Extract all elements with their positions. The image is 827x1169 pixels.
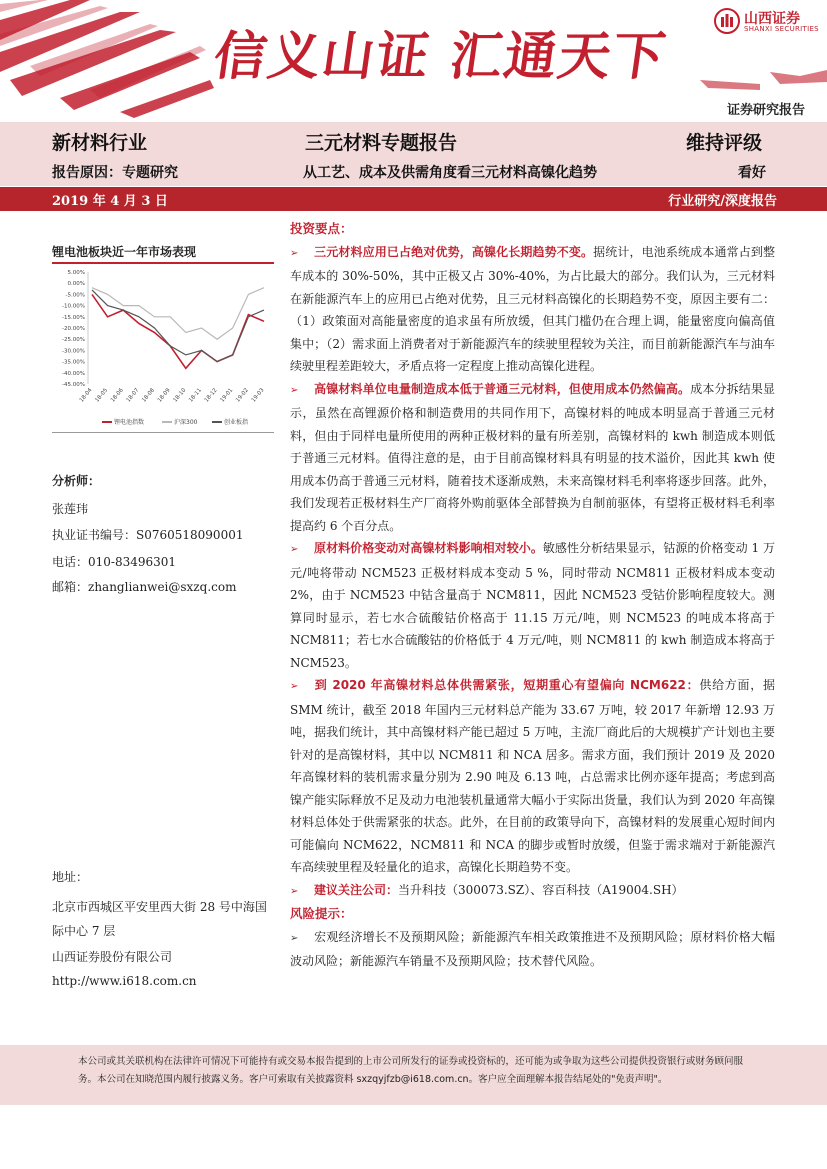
report-title: 三元材料专题报告: [305, 132, 458, 154]
chart-title-rule: [52, 262, 274, 264]
y-tick-label: -20.00%: [62, 326, 85, 332]
industry-name: 新材料行业: [52, 132, 148, 154]
series-line-2: [92, 290, 264, 362]
point-5-text: 当升科技（300073.SZ）、容百科技（A19004.SH）: [398, 882, 684, 897]
bullet-arrow-icon: ➢: [290, 885, 299, 897]
x-tick-label: 18-10: [172, 387, 188, 404]
x-tick-label: 18-07: [125, 387, 141, 404]
risk-point: [290, 926, 775, 973]
x-tick-label: 19-02: [235, 387, 250, 404]
x-tick-label: 18-11: [188, 387, 203, 404]
series-line-1: [92, 288, 264, 340]
rating-label: 维持评级: [686, 132, 763, 154]
y-tick-label: -15.00%: [62, 314, 85, 321]
y-tick-label: -5.00%: [65, 292, 85, 299]
company-logo-icon: [714, 8, 740, 34]
bullet-arrow-icon: ➢: [290, 247, 299, 259]
x-tick-label: 18-06: [109, 387, 125, 404]
x-tick-label: 18-04: [78, 387, 94, 404]
y-tick-label: 0.00%: [67, 281, 85, 288]
y-tick-label: -40.00%: [62, 370, 85, 377]
point-4-lead: 到 2020 年高镍材料总体供需紧张，短期重心有望偏向 NCM622：: [314, 678, 700, 692]
disclaimer: 本公司或其关联机构在法律许可情况下可能持有或交易本报告提到的上市公司所发行的证券或投资标的，还可能为或争取为这些公司提供投资银行或财务顾问服务。本公司在知晓范围内履行披露义务。客户可索取有关披露资料 sxzqyjfzb@i618.com.cn。客户应全面理解本报告结尾处的"免责声明"。: [78, 1056, 744, 1085]
analyst-cert-number: 执业证书编号：S0760518090001: [52, 528, 244, 542]
y-tick-label: -10.00%: [62, 303, 85, 310]
company-logo-name: 山西证券: [744, 11, 800, 27]
point-3-text: 敏感性分析结果显示，钴源的价格变动 1 万元/吨将带动 NCM523 正极材料成本变动 5 %，同时带动 NCM811 正极材料成本变动 2%，由于 NCM523 中钴含量高于 NCM811，因此 NCM523 受钴价影响程度较大。测算同时显示，若七水合硫酸钴价格高于 11.15 万元/吨，则 NCM523 的吨成本将高于 NCM811；若七水合硫酸钴的价格低于 4 万元/吨，则 NCM811 的 kwh 制造成本将高于 NCM523。: [290, 541, 775, 670]
legend-label: 锂电池指数: [114, 419, 145, 426]
y-tick-label: -25.00%: [62, 337, 85, 344]
x-tick-label: 18-08: [141, 387, 157, 404]
address-line-1: 北京市西城区平安里西大街 28 号中海国: [52, 900, 267, 914]
point-2: [290, 378, 775, 538]
address-label: 地址：: [52, 870, 89, 884]
legend-label: 创业板指: [224, 419, 249, 426]
company-name: 山西证券股份有限公司: [52, 950, 173, 964]
point-1-text: 据统计，电池系统成本通常占到整车成本的 30%-50%，其中正极又占 30%-40%，为占比最大的部分。我们认为，三元材料在新能源汽车上的应用已占绝对优势，且三元材料高镍化的长期趋势不变，原因主要有二：（1）政策面对高能量密度的追求虽有所放缓，但其门槛仍在合理上调，能量密度向偏高值集中；（2）需求面上消费者对于新能源汽车的续驶里程较为关注，而目前新能源汽车与油车续驶里程差距较大，矛盾点将一定程度上推动高镍化进程。: [290, 244, 775, 373]
y-tick-label: -35.00%: [62, 359, 85, 366]
report-date: 2019 年 4 月 3 日: [52, 194, 168, 209]
y-tick-label: 5.00%: [67, 270, 85, 276]
point-4-text: 供给方面，据 SMM 统计，截至 2018 年国内三元材料总产能为 33.67 万吨，较 2017 年新增 12.93 万吨，据我们统计，其中高镍材料产能已超过 5 万吨，主流厂商此后的大规模扩产计划也主要针对的是高镍材料，其中以 NCM811 和 NCA 居多。需求方面，我们预计 2019 及 2020 年高镍材料的装机需求量分别为 2.90 吨及 6.13 吨，占总需求比例亦逐年提高；考虑到高镍产能实际释放不足及动力电池装机量通常大幅小于实际出货量，我们认为到 2020 年高镍材料总体处于供需紧张的状态。此外，在目前的政策导向下，高镍材料的发展重心短时间内可能偏向 NCM622，NCM811 和 NCA 的脚步或暂时放缓，但鉴于需求端对于新能源汽车高续驶里程及轻量化的追求，高镍化长期趋势不变。: [290, 678, 775, 874]
x-tick-label: 18-05: [94, 387, 110, 404]
report-subtitle: 从工艺、成本及供需角度看三元材料高镍化趋势: [303, 165, 597, 181]
point-1: [290, 241, 775, 378]
analyst-name: 张莲玮: [52, 502, 89, 516]
report-series: 证券研究报告: [726, 103, 805, 118]
risk-text: 宏观经济增长不及预期风险；新能源汽车相关政策推进不及预期风险；原材料价格大幅波动风险；新能源汽车销量不及预期风险；技术替代风险。: [290, 929, 775, 968]
point-3: [290, 537, 775, 674]
chart-title: 锂电池板块近一年市场表现: [52, 245, 197, 259]
analyst-label: 分析师：: [52, 474, 101, 488]
point-5: [290, 879, 775, 904]
x-tick-label: 19-03: [250, 387, 266, 404]
risk-heading: 风险提示：: [290, 906, 353, 921]
address-line-2: 际中心 7 层: [52, 924, 116, 938]
point-2-lead: 高镍材料单位电量制造成本低于普通三元材料，但使用成本仍然偏高。: [314, 381, 691, 396]
x-tick-label: 19-01: [219, 387, 235, 404]
x-tick-label: 18-09: [156, 387, 172, 404]
point-5-lead: 建议关注公司：: [314, 882, 399, 897]
y-tick-label: -45.00%: [62, 382, 85, 388]
report-reason: 报告原因：专题研究: [52, 165, 178, 181]
legend-label: 沪深300: [174, 419, 198, 426]
company-website[interactable]: http://www.i618.com.cn: [52, 974, 197, 988]
investment-highlights-heading: 投资要点：: [290, 221, 353, 236]
analyst-email[interactable]: 邮箱：zhanglianwei@sxzq.com: [52, 580, 237, 594]
chart-bottom-rule: [52, 432, 274, 433]
bullet-arrow-icon: ➢: [290, 544, 299, 555]
analyst-phone: 电话：010-83496301: [52, 555, 177, 569]
point-4: [290, 674, 775, 879]
point-3-lead: 原材料价格变动对高镍材料影响相对较小。: [314, 541, 543, 555]
series-line-0: [92, 294, 264, 368]
bullet-arrow-icon: ➢: [290, 384, 299, 396]
rating-value: 看好: [738, 165, 766, 181]
bullet-arrow-icon: ➢: [290, 932, 299, 944]
report-category: 行业研究/深度报告: [668, 194, 777, 209]
report-body: [290, 218, 775, 973]
point-1-lead: 三元材料应用已占绝对优势，高镍化长期趋势不变。: [314, 244, 594, 259]
point-2-text: 成本分拆结果显示，虽然在高锂源价格和制造费用的共同作用下，高镍材料的吨成本明显高于普通三元材料，但由于同样电量所使用的两种正极材料的量有所差别，高镍材料的 kwh 制造成本则低于普通三元材料。值得注意的是，由于目前高镍材料具有明显的技术溢价，因此其 kwh 使用成本仍高于普通三元材料，随着技术逐渐成熟，未来高镍材料毛利率将逐步回落。此外，我们发现若正极材料生产厂商将外购前驱体全部替换为自制前驱体，有望将正极材料毛利率提高约 6 个百分点。: [290, 381, 775, 533]
market-performance-chart: [52, 266, 274, 430]
x-tick-label: 18-12: [203, 387, 219, 404]
slogan: 信义山证 汇通天下: [210, 27, 671, 87]
bullet-arrow-icon: ➢: [290, 681, 299, 692]
company-logo-english: SHANXI SECURITIES: [744, 25, 819, 33]
y-tick-label: -30.00%: [62, 348, 85, 355]
